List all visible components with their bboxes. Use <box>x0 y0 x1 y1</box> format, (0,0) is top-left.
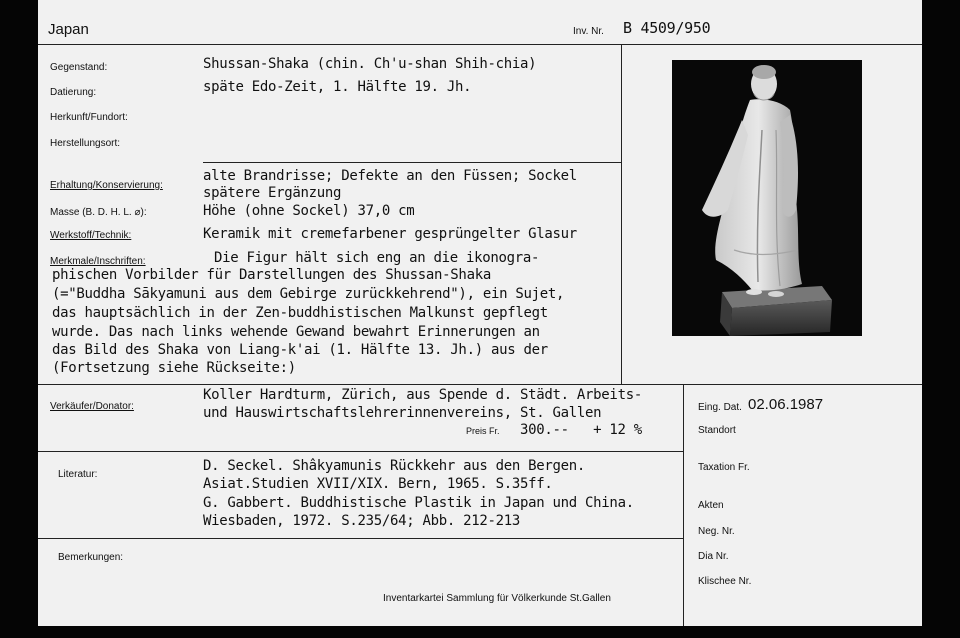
herstellungsort-label: Herstellungsort: <box>50 138 121 149</box>
section-rule-4 <box>38 538 683 539</box>
section-rule-2 <box>38 384 922 385</box>
gegenstand-label: Gegenstand: <box>50 62 108 73</box>
akten-label: Akten <box>698 500 724 511</box>
lower-divider <box>683 384 684 626</box>
footer-text: Inventarkartei Sammlung für Völkerkunde St.Gallen <box>383 593 611 604</box>
literatur-line-1: D. Seckel. Shâkyamunis Rückkehr aus den Bergen. <box>203 458 586 474</box>
inventory-card <box>38 0 922 626</box>
verkaeufer-line-1: Koller Hardturm, Zürich, aus Spende d. Städt. Arbeits- <box>203 387 642 403</box>
masse-value: Höhe (ohne Sockel) 37,0 cm <box>203 203 415 219</box>
masse-label: Masse (B. D. H. L. ⌀): <box>50 207 147 218</box>
literatur-line-3: G. Gabbert. Buddhistische Plastik in Japan und China. <box>203 495 634 511</box>
merkmale-line-7: (Fortsetzung siehe Rückseite:) <box>52 360 296 376</box>
werkstoff-value: Keramik mit cremefarbener gesprüngelter Glasur <box>203 226 577 242</box>
bemerkungen-label: Bemerkungen: <box>58 552 124 563</box>
header-rule <box>38 44 922 45</box>
standort-label: Standort <box>698 425 736 436</box>
object-photo <box>672 60 862 336</box>
eing-dat-label: Eing. Dat. <box>698 402 742 413</box>
werkstoff-label: Werkstoff/Technik: <box>50 230 132 241</box>
upper-divider <box>621 44 622 384</box>
verkaeufer-label: Verkäufer/Donator: <box>50 401 134 412</box>
preis-label: Preis Fr. <box>466 426 500 436</box>
country-label: Japan <box>48 21 89 38</box>
gegenstand-value: Shussan-Shaka (chin. Ch'u-shan Shih-chia) <box>203 56 537 72</box>
merkmale-line-1: Die Figur hält sich eng an die ikonogra- <box>214 250 540 266</box>
preis-value: 300.-- + 12 % <box>520 422 642 438</box>
herkunft-label: Herkunft/Fundort: <box>50 112 128 123</box>
erhaltung-line-2: spätere Ergänzung <box>203 185 342 201</box>
merkmale-label: Merkmale/Inschriften: <box>50 256 146 267</box>
eing-dat-value: 02.06.1987 <box>748 396 824 413</box>
merkmale-line-4: das hauptsächlich in der Zen-buddhistischen Malkunst gepflegt <box>52 305 548 321</box>
literatur-label: Literatur: <box>58 469 98 480</box>
erhaltung-label: Erhaltung/Konservierung: <box>50 180 163 191</box>
verkaeufer-line-2: und Hauswirtschaftslehrerinnenvereins, St. Gallen <box>203 405 602 421</box>
datierung-label: Datierung: <box>50 87 97 98</box>
neg-nr-label: Neg. Nr. <box>698 526 735 537</box>
literatur-line-4: Wiesbaden, 1972. S.235/64; Abb. 212-213 <box>203 513 521 529</box>
taxation-label: Taxation Fr. <box>698 462 750 473</box>
inv-nr-label: Inv. Nr. <box>573 26 604 37</box>
klischee-nr-label: Klischee Nr. <box>698 576 752 587</box>
merkmale-line-3: (="Buddha Sākyamuni aus dem Gebirge zurückkehrend"), ein Sujet, <box>52 286 565 302</box>
section-rule-3 <box>38 451 683 452</box>
datierung-value: späte Edo-Zeit, 1. Hälfte 19. Jh. <box>203 79 472 95</box>
erhaltung-line-1: alte Brandrisse; Defekte an den Füssen; Sockel <box>203 168 577 184</box>
merkmale-line-2: phischen Vorbilder für Darstellungen des Shussan-Shaka <box>52 267 491 283</box>
dia-nr-label: Dia Nr. <box>698 551 729 562</box>
inv-nr-value: B 4509/950 <box>623 19 711 37</box>
merkmale-line-6: das Bild des Shaka von Liang-k'ai (1. Hälfte 13. Jh.) aus der <box>52 342 548 358</box>
literatur-line-2: Asiat.Studien XVII/XIX. Bern, 1965. S.35ff. <box>203 476 553 492</box>
section-rule-1 <box>203 162 621 163</box>
buddha-figure-image <box>672 60 862 336</box>
merkmale-line-5: wurde. Das nach links wehende Gewand bewahrt Erinnerungen an <box>52 324 540 340</box>
